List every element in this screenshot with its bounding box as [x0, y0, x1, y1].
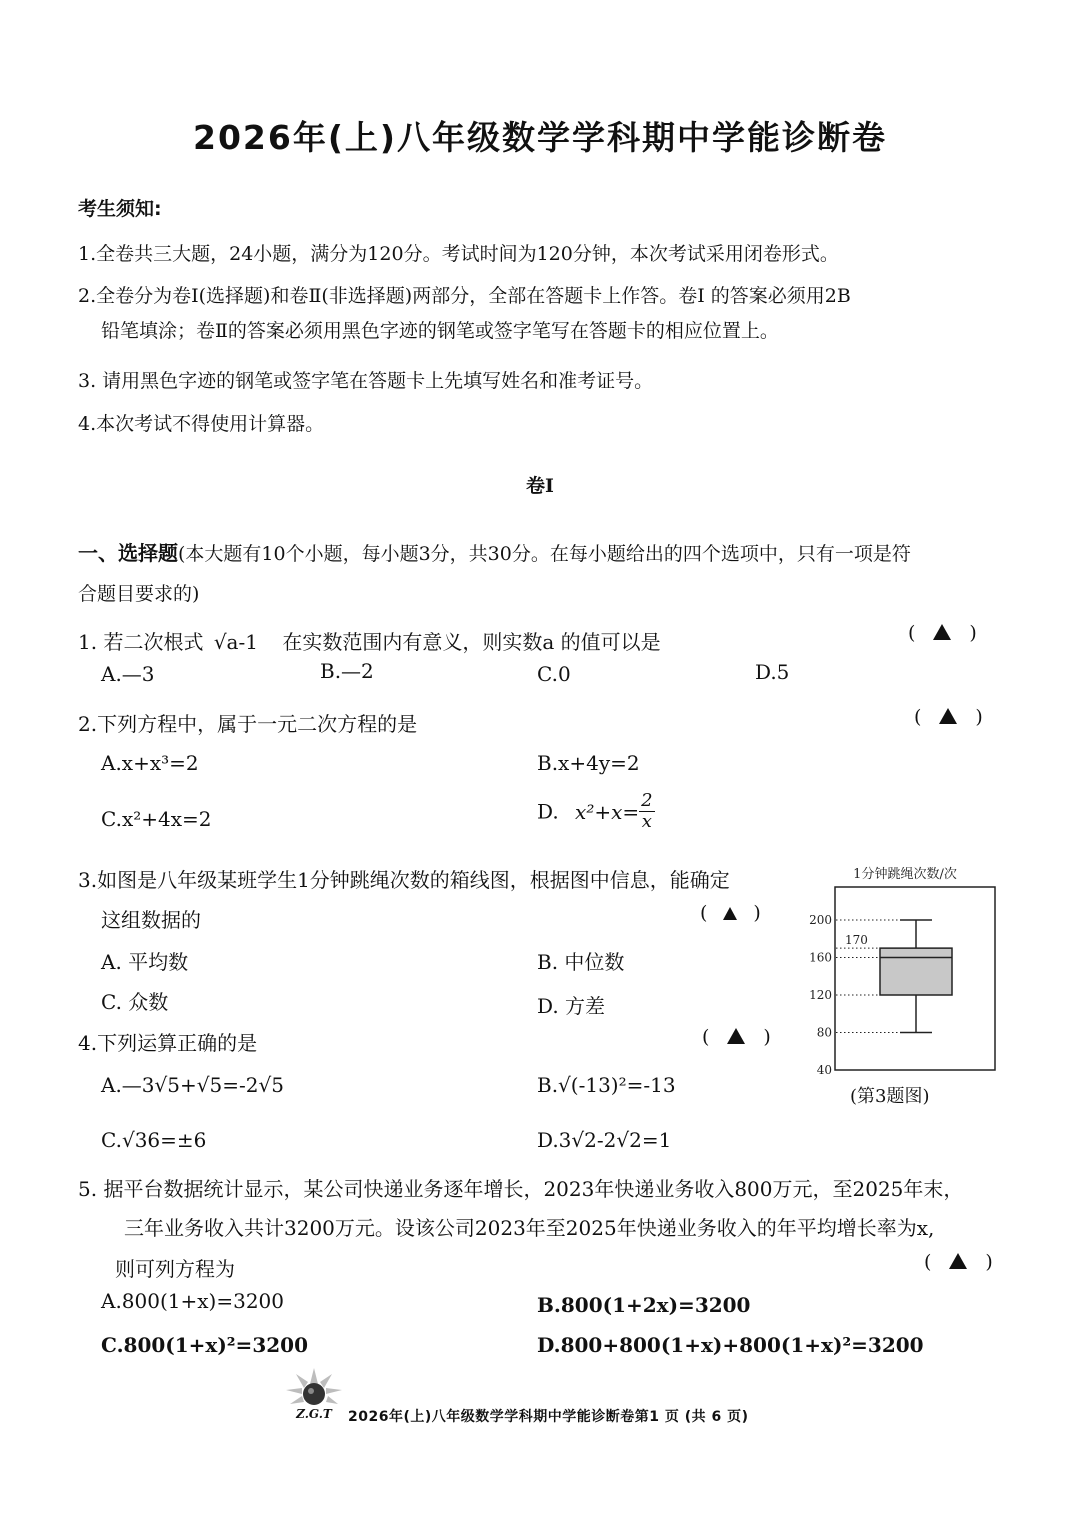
q3-option-b: B. 中位数 [537, 950, 625, 974]
q1-option-a: A.—3 [101, 662, 155, 686]
interquartile-box [880, 948, 952, 995]
q4-option-c: C.√36=±6 [101, 1128, 207, 1152]
q2-option-c: C.x²+4x=2 [101, 807, 212, 831]
q3-figure-caption: (第3题图) [850, 1086, 930, 1107]
notice-heading: 考生须知: [78, 198, 162, 220]
q3-stem-1: 3.如图是八年级某班学生1分钟跳绳次数的箱线图，根据图中信息，能确定 [78, 868, 730, 892]
q1-option-c: C.0 [537, 662, 571, 686]
q4-answer-slot: ( ) [702, 1026, 771, 1048]
q2-answer-slot: ( ) [914, 706, 983, 728]
q5-option-b: B.800(1+2x)=3200 [537, 1293, 751, 1317]
triangle-icon [727, 1028, 745, 1044]
q4-stem: 4.下列运算正确的是 [78, 1031, 258, 1055]
q1-option-d: D.5 [755, 660, 790, 684]
triangle-icon [933, 624, 951, 640]
notice-item-2: 2.全卷分为卷Ⅰ(选择题)和卷Ⅱ(非选择题)两部分，全部在答题卡上作答。卷Ⅰ 的答案必须用2B [78, 285, 851, 307]
q2-option-b: B.x+4y=2 [537, 751, 640, 775]
section-desc: (本大题有10个小题，每小题3分，共30分。在每小题给出的四个选项中，只有一项是符 [178, 543, 911, 565]
q1-option-b: B.—2 [320, 659, 374, 683]
q3-annotation: 170 [845, 933, 868, 948]
notice-item-3: 3. 请用黑色字迹的钢笔或签字笔在答题卡上先填写姓名和准考证号。 [78, 370, 654, 392]
y-tick-label: 200 [809, 913, 832, 927]
q4-option-d: D.3√2-2√2=1 [537, 1128, 672, 1152]
svg-text:Z.G.T: Z.G.T [296, 1407, 332, 1421]
section-heading: 一、选择题 [78, 541, 178, 565]
page-footer: 2026年(上)八年级数学学科期中学能诊断卷第1 页 (共 6 页) [348, 1409, 749, 1425]
q3-answer-slot: ( ) [700, 902, 761, 924]
q3-option-c: C. 众数 [101, 990, 169, 1014]
section-desc-cont: 合题目要求的) [78, 583, 200, 605]
q4-option-b: B.√(-13)²=-13 [537, 1073, 676, 1097]
chart-title: 1分钟跳绳次数/次 [853, 867, 957, 882]
q1-stem [78, 626, 661, 655]
q3-option-a: A. 平均数 [101, 950, 189, 974]
y-tick-label: 40 [816, 1063, 832, 1077]
q1-answer-slot: ( ) [908, 622, 977, 644]
y-tick-label: 80 [816, 1025, 832, 1040]
q3-option-d: D. 方差 [537, 994, 606, 1018]
notice-item-1: 1.全卷共三大题，24小题，满分为120分。考试时间为120分钟，本次考试采用闭卷形式。 [78, 243, 839, 265]
q5-option-c: C.800(1+x)²=3200 [101, 1333, 308, 1357]
notice-item-4: 4.本次考试不得使用计算器。 [78, 413, 325, 435]
q2-option-d-fraction [639, 791, 654, 832]
q5-option-d: D.800+800(1+x)+800(1+x)²=3200 [537, 1333, 924, 1357]
fraction-denominator: x [641, 811, 652, 832]
q2-option-a: A.x+x³=2 [101, 751, 199, 775]
q5-stem-3: 则可列方程为 [115, 1257, 235, 1281]
section-heading-line [78, 537, 911, 566]
fraction-numerator: 2 [641, 790, 653, 811]
page-title: 2026年(上)八年级数学学科期中学能诊断卷 [192, 118, 887, 157]
q1-stem-a: 1. 若二次根式 [78, 630, 204, 654]
q5-option-a: A.800(1+x)=3200 [101, 1289, 284, 1313]
q1-stem-b: 在实数范围内有意义，则实数a 的值可以是 [282, 630, 661, 654]
publisher-logo [282, 1366, 346, 1424]
q2-option-d-label: D. [537, 799, 559, 824]
q1-radical: √a-1 [213, 630, 258, 654]
y-tick-label: 120 [809, 988, 832, 1002]
q5-answer-slot: ( ) [924, 1251, 993, 1273]
triangle-icon [939, 708, 957, 724]
notice-item-2-cont: 铅笔填涂；卷Ⅱ的答案必须用黑色字迹的钢笔或签字笔写在答题卡的相应位置上。 [101, 320, 779, 342]
q3-stem-2: 这组数据的 [101, 908, 201, 932]
y-tick-label: 160 [809, 950, 832, 965]
q2-option-d [537, 791, 655, 832]
volume-heading: 卷Ⅰ [526, 475, 554, 497]
q4-option-a: A.—3√5+√5=-2√5 [101, 1073, 284, 1097]
q5-stem-2: 三年业务收入共计3200万元。设该公司2023年至2025年快递业务收入的年平均增长率为x, [124, 1216, 935, 1240]
triangle-icon [949, 1253, 967, 1269]
q2-option-d-expr: x²+x= [575, 799, 640, 824]
q2-stem: 2.下列方程中，属于一元二次方程的是 [78, 712, 418, 736]
box-plot-chart [800, 860, 1020, 1090]
triangle-icon [723, 907, 737, 920]
q5-stem-1: 5. 据平台数据统计显示，某公司快递业务逐年增长，2023年快递业务收入800万元，至2025年末， [78, 1177, 964, 1201]
